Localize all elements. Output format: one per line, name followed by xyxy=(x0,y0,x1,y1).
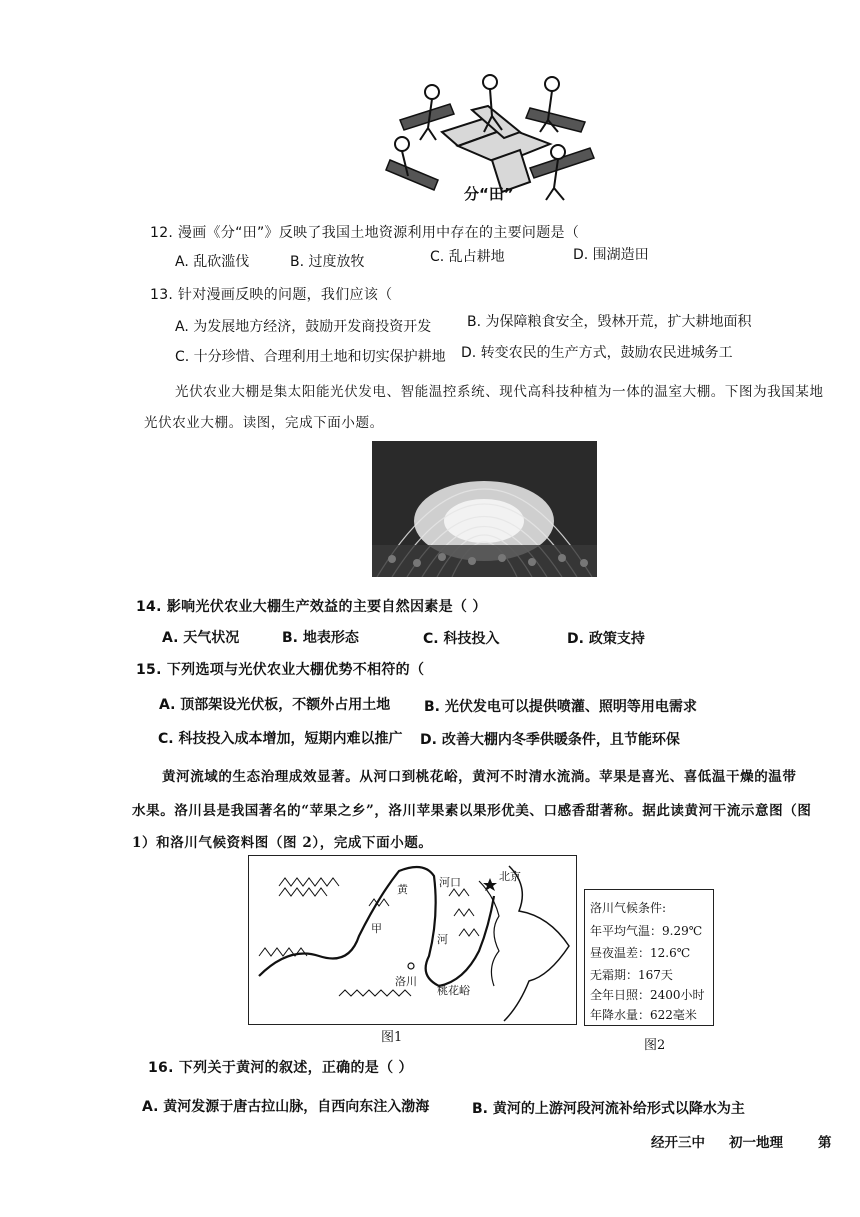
passage-2-line-2: 水果。洛川县是我国著名的“苹果之乡”，洛川苹果素以果形优美、口感香甜著称。据此读黄河干流示意图（图 xyxy=(132,803,812,819)
question-15-stem: 15. 下列选项与光伏农业大棚优势不相符的（ xyxy=(136,662,425,678)
cartoon-caption: 分“田” xyxy=(464,185,514,203)
q16-option-b: B. 黄河的上游河段河流补给形式以降水为主 xyxy=(472,1101,745,1117)
map-label-hekou: 河口 xyxy=(439,876,461,889)
footer-school: 经开三中 xyxy=(651,1135,705,1151)
q15-option-c: C. 科技投入成本增加，短期内难以推广 xyxy=(158,731,403,747)
q13-option-d: D. 转变农民的生产方式，鼓励农民进城务工 xyxy=(461,345,733,361)
question-12-stem: 12. 漫画《分“田”》反映了我国土地资源利用中存在的主要问题是（ xyxy=(150,225,580,241)
map-label-luochuan: 洛川 xyxy=(395,975,417,988)
q15-option-a: A. 顶部架设光伏板，不额外占用土地 xyxy=(159,697,391,713)
q14-option-b: B. 地表形态 xyxy=(282,630,359,646)
greenhouse-photo xyxy=(372,441,597,577)
q15-option-b: B. 光伏发电可以提供喷灌、照明等用电需求 xyxy=(424,699,697,715)
map-label-taohuayu: 桃花峪 xyxy=(437,984,470,997)
beijing-star xyxy=(483,878,497,891)
q14-option-c: C. 科技投入 xyxy=(423,631,500,647)
figure-2-caption: 图2 xyxy=(644,1038,666,1053)
q13-option-b: B. 为保障粮食安全，毁林开荒，扩大耕地面积 xyxy=(467,314,752,330)
map-label-he: 河 xyxy=(437,933,448,946)
map-label-beijing: 北京 xyxy=(499,870,521,883)
climate-row: 全年日照：2400小时 xyxy=(590,988,705,1002)
climate-row: 年降水量：622毫米 xyxy=(590,1008,697,1022)
footer-subject: 初一地理 xyxy=(729,1135,783,1151)
passage-2-line-3: 1）和洛川气候资料图（图 2），完成下面小题。 xyxy=(132,835,433,851)
q13-option-c: C. 十分珍惜、合理利用土地和切实保护耕地 xyxy=(175,349,446,365)
luochuan-climate-box xyxy=(584,889,714,1026)
q16-option-a: A. 黄河发源于唐古拉山脉，自西向东注入渤海 xyxy=(142,1099,430,1115)
q12-option-d: D. 围湖造田 xyxy=(573,247,649,263)
figure-1-caption: 图1 xyxy=(381,1030,403,1045)
q14-option-d: D. 政策支持 xyxy=(567,631,645,647)
q15-option-d: D. 改善大棚内冬季供暖条件，且节能环保 xyxy=(420,732,680,748)
q13-option-a: A. 为发展地方经济，鼓励开发商投资开发 xyxy=(175,319,432,335)
q12-option-c: C. 乱占耕地 xyxy=(430,249,505,265)
climate-row: 年平均气温：9.29℃ xyxy=(590,924,703,938)
question-13-stem: 13. 针对漫画反映的问题，我们应该（ xyxy=(150,287,393,303)
climate-title: 洛川气候条件: xyxy=(590,901,667,915)
yellow-river-map xyxy=(248,855,577,1025)
question-16-stem: 16. 下列关于黄河的叙述，正确的是（ ） xyxy=(148,1060,413,1076)
question-14-stem: 14. 影响光伏农业大棚生产效益的主要自然因素是（ ） xyxy=(136,599,487,615)
q12-option-b: B. 过度放牧 xyxy=(290,254,365,270)
climate-row: 昼夜温差：12.6℃ xyxy=(590,946,691,960)
q12-option-a: A. 乱砍滥伐 xyxy=(175,254,250,270)
footer-page: 第 xyxy=(818,1135,832,1151)
passage-1-line-1: 光伏农业大棚是集太阳能光伏发电、智能温控系统、现代高科技种植为一体的温室大棚。下图为我国某地 xyxy=(175,384,824,400)
q14-option-a: A. 天气状况 xyxy=(162,630,240,646)
map-drawing xyxy=(249,856,576,1024)
passage-2-line-1: 黄河流域的生态治理成效显著。从河口到桃花峪，黄河不时清水流淌。苹果是喜光、喜低温干燥的温带 xyxy=(162,769,797,785)
climate-row: 无霜期：167天 xyxy=(590,968,673,982)
map-label-jia: 甲 xyxy=(371,922,382,935)
passage-1-line-2: 光伏农业大棚。读图，完成下面小题。 xyxy=(144,415,384,431)
map-label-huang: 黄 xyxy=(397,883,408,896)
